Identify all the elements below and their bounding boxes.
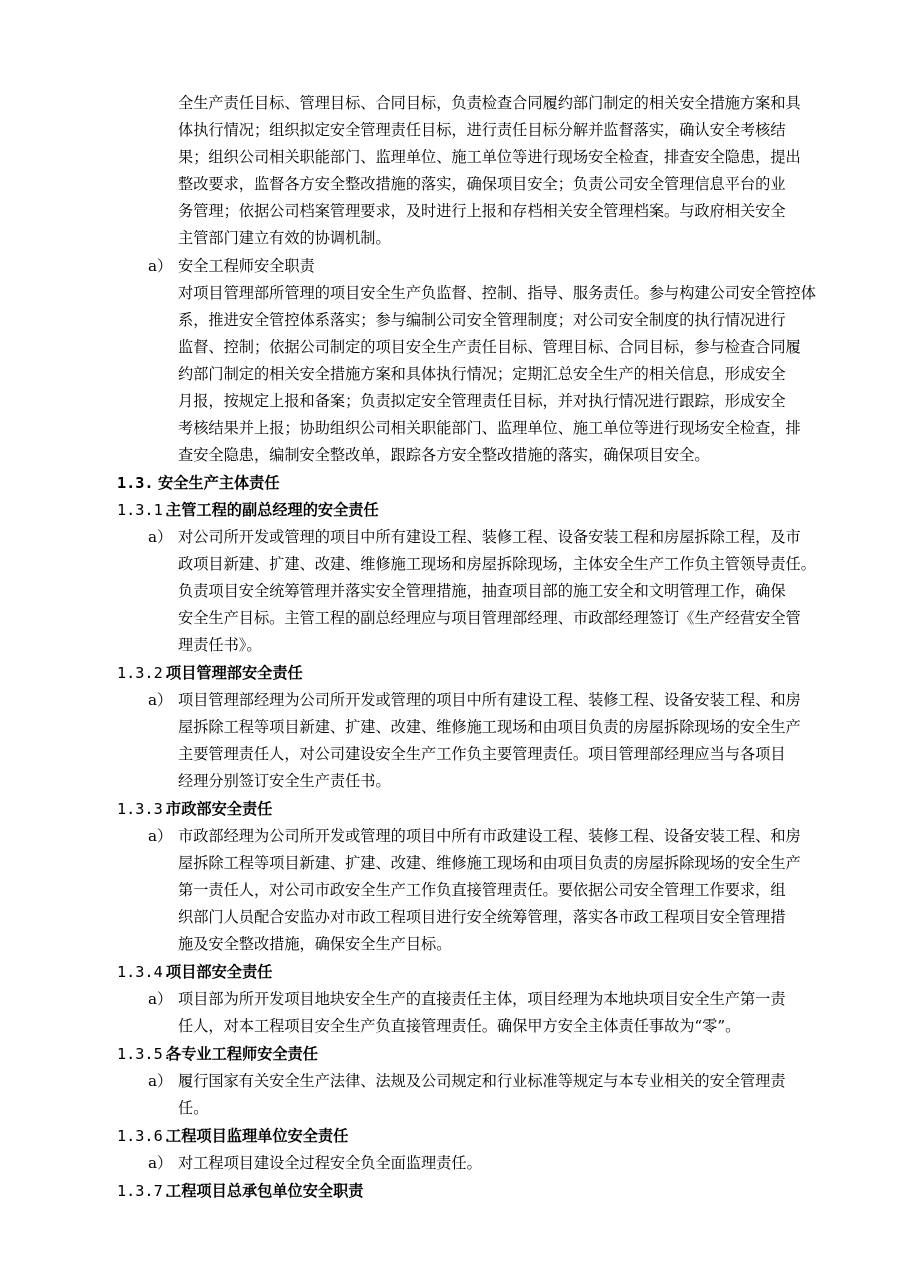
subsection-title: 各专业工程师安全责任	[166, 1045, 318, 1063]
paragraph-line: 理责任书》。	[178, 636, 262, 654]
paragraph-line: 约部门制定的相关安全措施方案和具体执行情况；定期汇总安全生产的相关信息，形成安全	[178, 365, 786, 383]
paragraph-line: 对公司所开发或管理的项目中所有建设工程、装修工程、设备安装工程和房屋拆除工程，及市	[178, 528, 801, 546]
paragraph-line: 任人，对本工程项目安全生产负直接管理责任。确保甲方安全主体责任事故为“零”。	[178, 1017, 741, 1035]
section-title: 安全生产主体责任	[158, 474, 280, 492]
paragraph-line: 施及安全整改措施，确保安全生产目标。	[178, 935, 452, 953]
paragraph-line: 安全生产目标。主管工程的副总经理应与项目管理部经理、市政部经理签订《生产经营安全管	[178, 609, 801, 627]
paragraph-line: 任。	[178, 1099, 209, 1117]
paragraph-line: 屋拆除工程等项目新建、扩建、改建、维修施工现场和由项目负责的房屋拆除现场的安全生产	[178, 718, 801, 736]
list-marker: a）	[148, 827, 173, 845]
paragraph-line: 屋拆除工程等项目新建、扩建、改建、维修施工现场和由项目负责的房屋拆除现场的安全生产	[178, 854, 801, 872]
subsection-title: 项目管理部安全责任	[166, 664, 303, 682]
paragraph-line: 项目管理部经理为公司所开发或管理的项目中所有建设工程、装修工程、设备安装工程、和房	[178, 691, 801, 709]
subsection-title: 主管工程的副总经理的安全责任	[166, 501, 379, 519]
subsection-number: 1.3.1.	[117, 501, 172, 519]
list-marker: a）	[148, 528, 173, 546]
subsection-title: 市政部安全责任	[166, 800, 273, 818]
paragraph-line: 第一责任人，对公司市政安全生产工作负直接管理责任。要依据公司安全管理工作要求，组	[178, 881, 786, 899]
subsection-number: 1.3.3.	[117, 800, 172, 818]
paragraph-line: 项目部为所开发项目地块安全生产的直接责任主体，项目经理为本地块项目安全生产第一责	[178, 990, 786, 1008]
section-number: 1.3.	[117, 474, 154, 492]
subsection-number: 1.3.5.	[117, 1045, 172, 1063]
paragraph-line: 经理分别签订安全生产责任书。	[178, 772, 391, 790]
subsection-number: 1.3.2.	[117, 664, 172, 682]
list-marker: a）	[148, 257, 173, 275]
paragraph-line: 主管部门建立有效的协调机制。	[178, 229, 391, 247]
subsection-number: 1.3.7.	[117, 1182, 172, 1200]
subsection-number: 1.3.6.	[117, 1127, 172, 1145]
paragraph-line: 履行国家有关安全生产法律、法规及公司规定和行业标准等规定与本专业相关的安全管理责	[178, 1072, 786, 1090]
subsection-title: 工程项目总承包单位安全职责	[166, 1182, 364, 1200]
paragraph-line: 监督、控制；依据公司制定的项目安全生产责任目标、管理目标、合同目标，参与检查合同履	[178, 338, 801, 356]
paragraph-line: 查安全隐患，编制安全整改单，跟踪各方安全整改措施的落实，确保项目安全。	[178, 446, 710, 464]
paragraph-line: 市政部经理为公司所开发或管理的项目中所有市政建设工程、装修工程、设备安装工程、和房	[178, 827, 801, 845]
list-marker: a）	[148, 1072, 173, 1090]
paragraph-line: 务管理；依据公司档案管理要求，及时进行上报和存档相关安全管理档案。与政府相关安全	[178, 202, 786, 220]
paragraph-line: 整改要求，监督各方安全整改措施的落实，确保项目安全；负责公司安全管理信息平台的业	[178, 175, 786, 193]
paragraph-line: 体执行情况；组织拟定安全管理责任目标，进行责任目标分解并监督落实，确认安全考核结	[178, 121, 786, 139]
paragraph-line: 织部门人员配合安监办对市政工程项目进行安全统筹管理，落实各市政工程项目安全管理措	[178, 908, 786, 926]
subsection-title: 项目部安全责任	[166, 963, 273, 981]
item-title: 安全工程师安全职责	[178, 257, 315, 275]
paragraph-line: 考核结果并上报；协助组织公司相关职能部门、监理单位、施工单位等进行现场安全检查，排	[178, 419, 801, 437]
subsection-title: 工程项目监理单位安全责任	[166, 1127, 349, 1145]
list-marker: a）	[148, 691, 173, 709]
paragraph-line: 系，推进安全管控体系落实；参与编制公司安全管理制度；对公司安全制度的执行情况进行	[178, 311, 786, 329]
paragraph-line: 对工程项目建设全过程安全负全面监理责任。	[178, 1154, 482, 1172]
paragraph-line: 月报，按规定上报和备案；负责拟定安全管理责任目标，并对执行情况进行跟踪，形成安全	[178, 392, 786, 410]
paragraph-line: 对项目管理部所管理的项目安全生产负监督、控制、指导、服务责任。参与构建公司安全管控体	[178, 284, 816, 302]
list-marker: a）	[148, 990, 173, 1008]
subsection-number: 1.3.4.	[117, 963, 172, 981]
paragraph-line: 政项目新建、扩建、改建、维修施工现场和房屋拆除现场，主体安全生产工作负主管领导责任。	[178, 555, 816, 573]
paragraph-line: 果；组织公司相关职能部门、监理单位、施工单位等进行现场安全检查，排查安全隐患，提出	[178, 148, 801, 166]
paragraph-line: 负责项目安全统筹管理并落实安全管理措施，抽查项目部的施工安全和文明管理工作，确保	[178, 582, 786, 600]
paragraph-line: 主要管理责任人，对公司建设安全生产工作负主要管理责任。项目管理部经理应当与各项目	[178, 745, 786, 763]
paragraph-line: 全生产责任目标、管理目标、合同目标，负责检查合同履约部门制定的相关安全措施方案和具	[178, 94, 801, 112]
list-marker: a）	[148, 1154, 173, 1172]
